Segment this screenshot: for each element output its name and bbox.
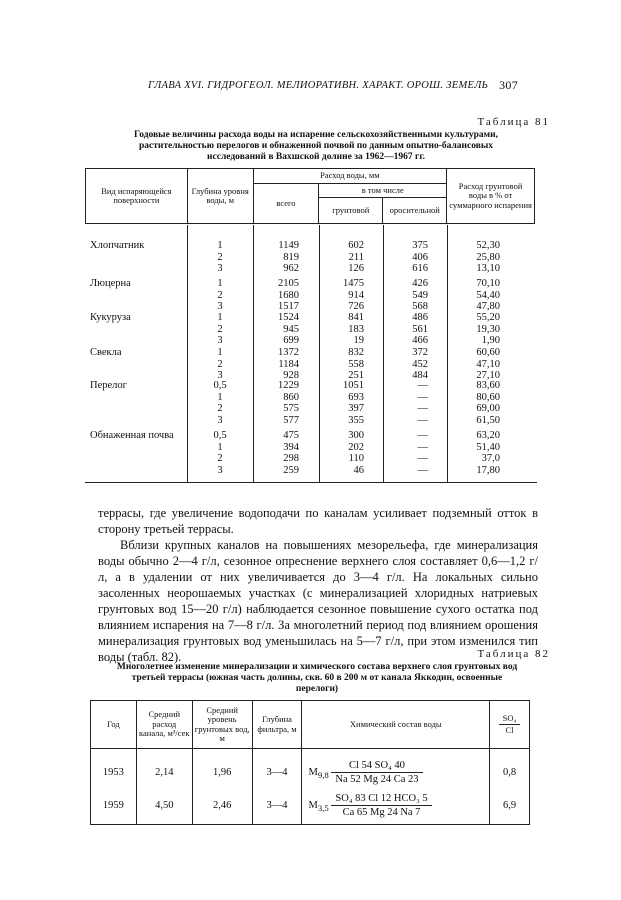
ratio-cell: 0,8 bbox=[490, 749, 530, 787]
surface-name: Обнаженная почва bbox=[90, 430, 174, 441]
header-ground: грунтовой bbox=[319, 198, 383, 224]
ratio-numerator: SO₄ bbox=[499, 714, 521, 726]
header-so4-cl-ratio bbox=[490, 701, 530, 749]
paragraph: террасы, где увеличение водоподачи по каналам усиливает подземный отток в сторону третьей террасы. bbox=[98, 506, 538, 536]
table-81-bottom-rule bbox=[85, 482, 537, 483]
header-channel-flow: Средний расход канала, м³/сек bbox=[136, 701, 192, 749]
irrigation-column: 486 561 466 bbox=[412, 312, 428, 346]
depth-column: 1 2 3 bbox=[217, 240, 223, 274]
cations: Na 52 Mg 24 Ca 23 bbox=[335, 773, 419, 785]
level-cell: 1,96 bbox=[192, 749, 252, 787]
ground-column: 832 558 251 bbox=[348, 347, 364, 381]
depth-column: 1 2 3 bbox=[217, 278, 223, 312]
header-chemical-composition: Химический состав воды bbox=[302, 701, 490, 749]
irrigation-column: 375 406 616 bbox=[412, 240, 428, 274]
mineralization-value: 9,8 bbox=[317, 769, 329, 780]
table-82-caption: Многолетнее изменение минерализации и химического состава верхнего слоя грунтовых вод третьей террасы (южная часть долины, скв. 60 в 200 м от канала Яккодин, освоенные перелоги) bbox=[116, 662, 518, 694]
filter-cell: 3—4 bbox=[252, 749, 302, 787]
total-column: 1149 819 962 bbox=[278, 240, 299, 274]
surface-name: Свекла bbox=[90, 347, 122, 358]
depth-column: 1 2 3 bbox=[217, 312, 223, 346]
flow-cell: 4,50 bbox=[136, 787, 192, 825]
table-82 bbox=[90, 700, 530, 825]
table-81-rule bbox=[447, 225, 448, 483]
percent-column: 55,20 19,30 1,90 bbox=[476, 312, 500, 346]
mineralization-symbol: M bbox=[308, 799, 318, 811]
percent-column: 70,10 54,40 47,80 bbox=[476, 278, 500, 312]
table-81-caption: Годовые величины расхода воды на испарение сельскохозяйственными культурами, растительностью перелогов и обнаженной почвой по данным опытно-балансовых исследований в Вахшской долине за 1962—1967 гг. bbox=[134, 130, 498, 162]
mineralization-value: 3,5 bbox=[317, 802, 329, 813]
depth-column: 0,5 1 2 3 bbox=[213, 430, 227, 476]
table-81-rule bbox=[187, 225, 188, 483]
ion-fraction bbox=[331, 760, 422, 785]
chemical-formula bbox=[302, 787, 490, 825]
table-81-header bbox=[85, 168, 535, 224]
header-including: в том числе bbox=[319, 183, 447, 198]
surface-name: Перелог bbox=[90, 380, 127, 391]
header-irrigation: оросительной bbox=[383, 198, 447, 224]
ground-column: 841 183 19 bbox=[348, 312, 364, 346]
flow-cell: 2,14 bbox=[136, 749, 192, 787]
mineralization-symbol: M bbox=[308, 766, 318, 778]
header-groundwater-level: Средний уровень грунтовых вод, м bbox=[192, 701, 252, 749]
surface-name: Люцерна bbox=[90, 278, 131, 289]
header-consumption: Расход воды, мм bbox=[253, 169, 447, 184]
total-column: 1524 945 699 bbox=[278, 312, 299, 346]
table-81-label: Таблица 81 bbox=[477, 116, 550, 128]
table-81-rule bbox=[383, 225, 384, 483]
percent-column: 60,60 47,10 27,10 bbox=[476, 347, 500, 381]
surface-name: Хлопчатник bbox=[90, 240, 145, 251]
header-year: Год bbox=[91, 701, 137, 749]
ratio-cell: 6,9 bbox=[490, 787, 530, 825]
running-title: ГЛАВА XVI. ГИДРОГЕОЛ. МЕЛИОРАТИВН. ХАРАКТ. ОРОШ. ЗЕМЕЛЬ bbox=[148, 80, 489, 91]
ground-column: 1475 914 726 bbox=[343, 278, 364, 312]
body-text bbox=[98, 505, 538, 665]
ratio-fraction bbox=[499, 714, 521, 736]
header-groundwater-percent: Расход грунтовой воды в % от суммарного испарения bbox=[447, 169, 535, 224]
filter-cell: 3—4 bbox=[252, 787, 302, 825]
page-number: 307 bbox=[499, 78, 518, 92]
surface-name: Кукуруза bbox=[90, 312, 131, 323]
header-filter-depth: Глубина фильтра, м bbox=[252, 701, 302, 749]
table-82-label: Таблица 82 bbox=[477, 648, 550, 660]
header-total: всего bbox=[253, 183, 319, 224]
running-header bbox=[148, 80, 518, 91]
total-column: 2105 1680 1517 bbox=[278, 278, 299, 312]
header-surface: Вид испаряющейся поверхности bbox=[86, 169, 188, 224]
paragraph: Вблизи крупных каналов на повышениях мезорельефа, где минерализация воды обычно 2—4 г/л, сезонное опреснение верхнего слоя составляет 0,6—1,2 г/л, а в удалении от них увеличивается до 3—4 г/л. На локальных сильно засоленных неорошаемых участках (с минерализацией хлоридных натриевых грунтовых вод 15—20 г/л) наблюдается сезонное повышение сухого остатка под влиянием испарения на 7—8 г/л. За многолетний период под влиянием орошения минерализация грунтовых вод уменьшилась на 5—7 г/л, при этом изменился тип воды (табл. 82). bbox=[98, 538, 538, 664]
ground-column: 1051 693 397 355 bbox=[343, 380, 364, 426]
cations: Ca 65 Mg 24 Na 7 bbox=[342, 806, 421, 818]
ground-column: 300 202 110 46 bbox=[348, 430, 364, 476]
chemical-formula bbox=[302, 749, 490, 787]
ion-fraction bbox=[331, 793, 431, 818]
header-depth: Глубина уровня воды, м bbox=[187, 169, 253, 224]
year-cell: 1953 bbox=[91, 749, 137, 787]
table-81-rule bbox=[253, 225, 254, 483]
irrigation-column: — — — — bbox=[417, 380, 428, 426]
ground-column: 602 211 126 bbox=[348, 240, 364, 274]
table-81-rule bbox=[319, 225, 320, 483]
percent-column: 63,20 51,40 37,0 17,80 bbox=[476, 430, 500, 476]
irrigation-column: 426 549 568 bbox=[412, 278, 428, 312]
anions: SO₄ 83 Cl 12 HCO₃ 5 bbox=[331, 793, 431, 806]
percent-column: 83,60 80,60 69,00 61,50 bbox=[476, 380, 500, 426]
irrigation-column: — — — — bbox=[417, 430, 428, 476]
depth-column: 0,5 1 2 3 bbox=[213, 380, 227, 426]
total-column: 1229 860 575 577 bbox=[278, 380, 299, 426]
total-column: 475 394 298 259 bbox=[283, 430, 299, 476]
total-column: 1372 1184 928 bbox=[278, 347, 299, 381]
year-cell: 1959 bbox=[91, 787, 137, 825]
ratio-denominator: Cl bbox=[505, 725, 514, 735]
depth-column: 1 2 3 bbox=[217, 347, 223, 381]
percent-column: 52,30 25,80 13,10 bbox=[476, 240, 500, 274]
irrigation-column: 372 452 484 bbox=[412, 347, 428, 381]
anions: Cl 54 SO₄ 40 bbox=[331, 760, 422, 773]
level-cell: 2,46 bbox=[192, 787, 252, 825]
